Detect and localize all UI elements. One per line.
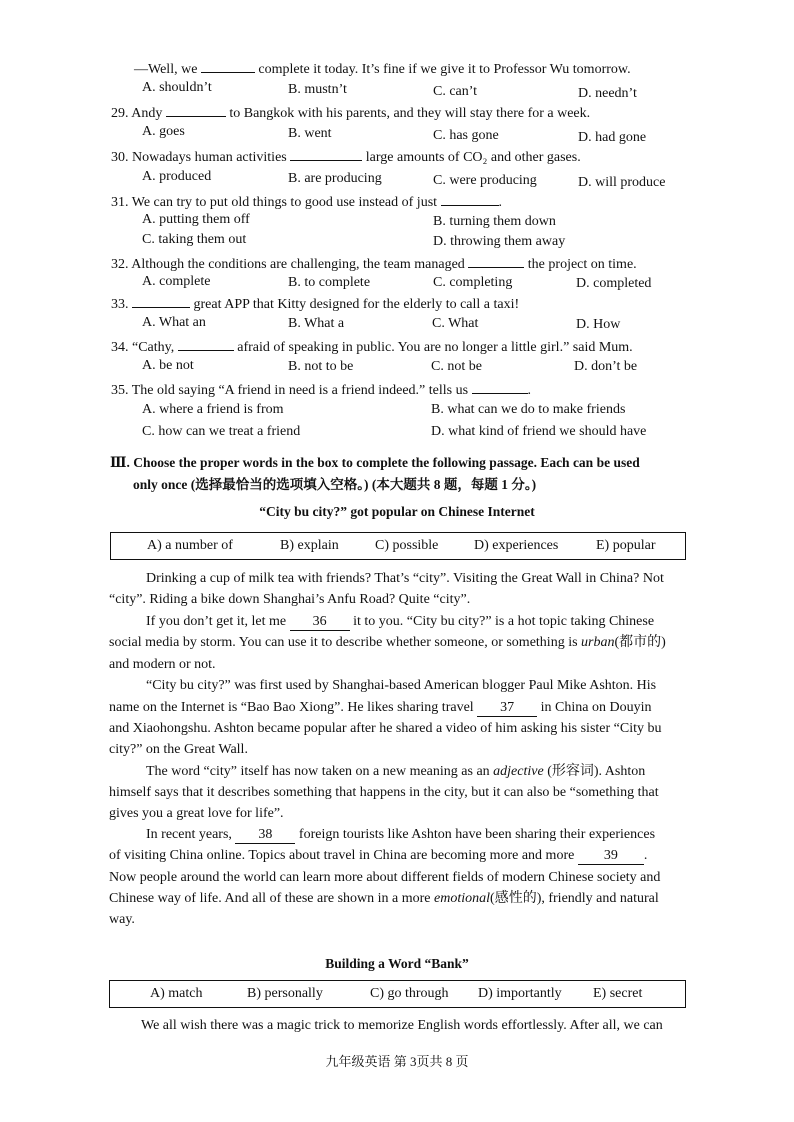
text-span: . <box>643 848 648 863</box>
q34-stem-part2: afraid of speaking in public. You are no longer a little girl.” said Mum. <box>237 340 633 355</box>
q31-stem-part2: . <box>498 195 503 210</box>
text-span: (都市的) <box>614 635 666 650</box>
passage-2-p1-line1: We all wish there was a magic trick to memorize English words effortlessly. After all, we can <box>141 1018 663 1033</box>
q34-stem-part1: 34. “Cathy, <box>111 340 175 355</box>
answer-blank <box>201 58 255 73</box>
q35-option-c: C. how can we treat a friend <box>142 424 301 439</box>
q31-stem-part1: 31. We can try to put old things to good use instead of just <box>111 195 438 210</box>
word-box-2-option-d: D) importantly <box>478 986 562 1001</box>
question-29-stem <box>111 102 590 123</box>
word-box-1-option-b: B) explain <box>280 538 339 553</box>
passage-1-p4-line3: gives you a great love for life”. <box>109 806 284 821</box>
passage-1-p5-line2 <box>109 847 647 865</box>
answer-blank <box>441 191 499 206</box>
q30-stem-part2: large amounts of CO₂ and other gases. <box>365 150 581 165</box>
passage-1-p3-line3: and Xiaohongshu. Ashton became popular after he shared a video of him asking his sister “City bu <box>109 721 662 736</box>
q32-option-b: B. to complete <box>288 275 371 290</box>
q35-option-a: A. where a friend is from <box>142 402 284 417</box>
q35-stem-part1: 35. The old saying “A friend in need is a friend indeed.” tells us <box>111 383 469 398</box>
q33-option-b: B. What a <box>288 316 345 331</box>
q34-option-c: C. not be <box>431 359 482 374</box>
answer-blank <box>166 102 226 117</box>
q29-option-d: D. had gone <box>578 130 647 145</box>
q32-option-d: D. completed <box>576 276 652 291</box>
passage-1-p5-line1 <box>146 826 655 844</box>
q33-option-d: D. How <box>576 317 621 332</box>
question-32-stem <box>111 253 637 274</box>
page-footer: 九年级英语 第 3页共 8 页 <box>325 1054 469 1069</box>
q34-option-a: A. be not <box>142 358 194 373</box>
answer-blank-38: 38 <box>235 827 295 844</box>
section-3-heading-line1: Ⅲ. Choose the proper words in the box to complete the following passage. Each can be used <box>110 455 640 470</box>
passage-1-p5-line3: Now people around the world can learn more about different fields of modern Chinese society and <box>109 870 661 885</box>
text-span: The word “city” itself has now taken on a new meaning as an <box>146 764 490 779</box>
q32-stem-part1: 32. Although the conditions are challenging, the team managed <box>111 257 465 272</box>
q28-option-b: B. mustn’t <box>288 82 347 97</box>
word-box-2-option-e: E) secret <box>593 986 643 1001</box>
q30-option-a: A. produced <box>142 169 212 184</box>
passage-1-p5-line5: way. <box>109 912 135 927</box>
word-box-2-option-b: B) personally <box>247 986 323 1001</box>
q29-option-c: C. has gone <box>433 128 499 143</box>
q28-stem-part1: —Well, we <box>134 62 198 77</box>
q33-option-a: A. What an <box>142 315 206 330</box>
text-span: social media by storm. You can use it to describe whether someone, or something is <box>109 635 578 650</box>
question-33-stem <box>111 293 519 314</box>
q28-option-d: D. needn’t <box>578 86 637 101</box>
passage-1-p1-line1: Drinking a cup of milk tea with friends? That’s “city”. Visiting the Great Wall in China? Not <box>146 571 664 586</box>
text-span: name on the Internet is “Bao Bao Xiong”. He likes sharing travel <box>109 700 474 715</box>
q32-option-a: A. complete <box>142 274 211 289</box>
word-box-1-option-c: C) possible <box>375 538 439 553</box>
text-span: foreign tourists like Ashton have been sharing their experiences <box>298 827 656 842</box>
passage-1-p2-line1 <box>146 613 654 631</box>
q35-option-d: D. what kind of friend we should have <box>431 424 647 439</box>
word-box-1-option-a: A) a number of <box>147 538 233 553</box>
q34-option-d: D. don’t be <box>574 359 638 374</box>
italic-term: adjective <box>493 764 544 779</box>
answer-blank-37: 37 <box>477 700 537 717</box>
q33-stem-part1: 33. <box>111 297 129 312</box>
q28-option-c: C. can’t <box>433 84 478 99</box>
text-span: If you don’t get it, let me <box>146 614 287 629</box>
q29-stem-part2: to Bangkok with his parents, and they will stay there for a week. <box>229 106 591 121</box>
text-span: (感性的), friendly and natural <box>490 891 659 906</box>
passage-2-title: Building a Word “Bank” <box>325 956 469 971</box>
word-box-1-option-e: E) popular <box>596 538 656 553</box>
q30-stem-part1: 30. Nowadays human activities <box>111 150 287 165</box>
q32-option-c: C. completing <box>433 275 513 290</box>
q33-stem-part2: great APP that Kitty designed for the elderly to call a taxi! <box>193 297 520 312</box>
q35-option-b: B. what can we do to make friends <box>431 402 626 417</box>
text-span: In recent years, <box>146 827 232 842</box>
answer-blank-36: 36 <box>290 614 350 631</box>
word-box-1 <box>110 532 686 560</box>
q34-option-b: B. not to be <box>288 359 354 374</box>
word-box-2-option-c: C) go through <box>370 986 449 1001</box>
passage-1-p2-line2 <box>109 634 666 652</box>
answer-blank <box>178 336 234 351</box>
q29-option-a: A. goes <box>142 124 185 139</box>
q29-stem-part1: 29. Andy <box>111 106 163 121</box>
text-span: of visiting China online. Topics about travel in China are becoming more and more <box>109 848 575 863</box>
passage-1-p2-line3: and modern or not. <box>109 657 216 672</box>
text-span: in China on Douyin <box>540 700 652 715</box>
passage-1-p3-line1: “City bu city?” was first used by Shanghai-based American blogger Paul Mike Ashton. His <box>146 678 657 693</box>
answer-blank <box>468 253 524 268</box>
q28-option-a: A. shouldn’t <box>142 80 212 95</box>
question-30-stem <box>111 146 581 167</box>
q30-option-b: B. are producing <box>288 171 382 186</box>
text-span: Chinese way of life. And all of these are shown in a more <box>109 891 431 906</box>
answer-blank <box>472 379 528 394</box>
q35-stem-part2: . <box>527 383 532 398</box>
q31-option-a: A. putting them off <box>142 212 250 227</box>
text-span: it to you. “City bu city?” is a hot topic taking Chinese <box>353 614 655 629</box>
q31-option-c: C. taking them out <box>142 232 247 247</box>
answer-blank-39: 39 <box>578 848 644 865</box>
passage-1-p1-line2: “city”. Riding a bike down Shanghai’s Anfu Road? Quite “city”. <box>109 592 471 607</box>
question-34-stem <box>111 336 633 357</box>
answer-blank <box>132 293 190 308</box>
text-span: (形容词). Ashton <box>547 764 646 779</box>
italic-term: emotional <box>434 891 491 906</box>
italic-term: urban <box>581 635 615 650</box>
passage-1-p3-line4: city?” on the Great Wall. <box>109 742 248 757</box>
passage-1-p4-line2: himself says that it describes something that happens in the city, but it can also be “something that <box>109 785 659 800</box>
q31-option-d: D. throwing them away <box>433 234 566 249</box>
passage-1-p5-line4 <box>109 890 659 908</box>
passage-1-p4-line1 <box>146 763 645 781</box>
passage-1-p3-line2 <box>109 699 652 717</box>
q30-option-c: C. were producing <box>433 173 537 188</box>
q29-option-b: B. went <box>288 126 332 141</box>
section-3-heading-line2: only once (选择最恰当的选项填入空格。) (本大题共 8 题，每题 1 分。) <box>133 477 537 492</box>
word-box-2 <box>109 980 686 1008</box>
word-box-2-option-a: A) match <box>150 986 203 1001</box>
passage-1-title: “City bu city?” got popular on Chinese Internet <box>259 504 535 519</box>
question-28-stem <box>134 58 631 79</box>
word-box-1-option-d: D) experiences <box>474 538 559 553</box>
question-31-stem <box>111 191 502 212</box>
q28-stem-part2: complete it today. It’s fine if we give it to Professor Wu tomorrow. <box>258 62 631 77</box>
q32-stem-part2: the project on time. <box>527 257 637 272</box>
answer-blank <box>290 146 362 161</box>
q33-option-c: C. What <box>432 316 479 331</box>
question-35-stem <box>111 379 531 400</box>
q31-option-b: B. turning them down <box>433 214 556 229</box>
q30-option-d: D. will produce <box>578 175 666 190</box>
